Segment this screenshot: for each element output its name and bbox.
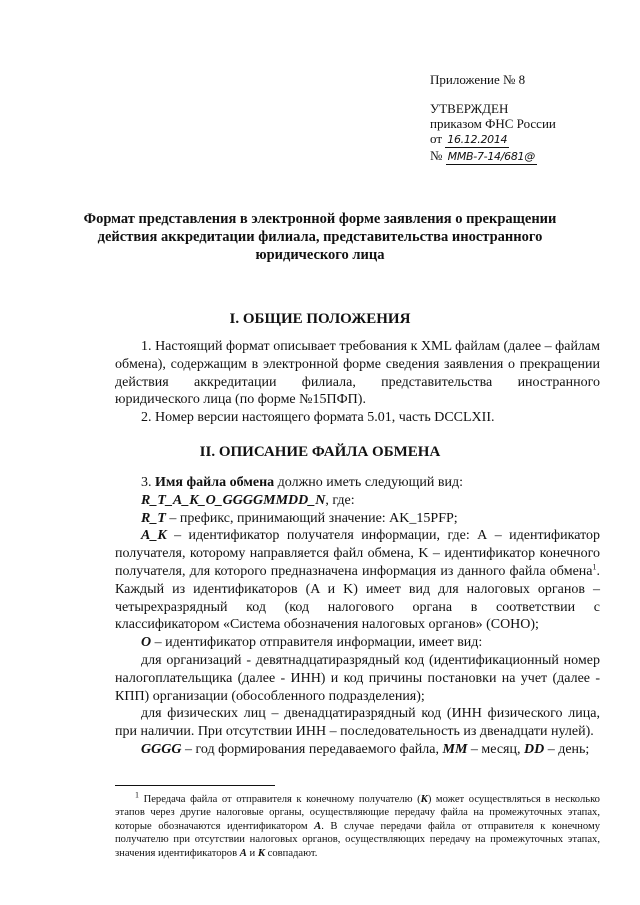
section-2-heading: II. ОПИСАНИЕ ФАЙЛА ОБМЕНА bbox=[199, 444, 441, 460]
gggg-term: GGGG bbox=[141, 741, 182, 757]
footnote-number: 1 bbox=[135, 790, 139, 800]
mm-text: – месяц, bbox=[470, 741, 521, 757]
file-name-pattern-line bbox=[115, 492, 600, 510]
rt-term: R_T bbox=[141, 510, 166, 526]
ak-term: A_K bbox=[141, 528, 167, 544]
order-date-prefix: от bbox=[430, 131, 443, 146]
footnote-k1: К bbox=[420, 794, 428, 805]
date-definition bbox=[115, 741, 600, 759]
file-name-pattern-suffix: , где: bbox=[325, 492, 355, 508]
file-name-pattern: R_T_A_K_O_GGGGMMDD_N bbox=[141, 492, 326, 508]
order-date-handwritten: 16.12.2014 bbox=[447, 133, 508, 146]
o-text: – идентификатор отправителя информации, имеет вид: bbox=[154, 635, 483, 651]
section-2-body bbox=[115, 474, 600, 759]
footnote-part-1: Передача файла от отправителя к конечному получателю ( bbox=[143, 794, 421, 805]
o-term: O bbox=[141, 635, 152, 651]
o-definition bbox=[115, 634, 600, 652]
individual-code: для физических лиц – двенадцатиразрядный код (ИНН физического лица, при наличии. При отсутствии ИНН – последовательность из двенадцати нулей). bbox=[115, 706, 600, 740]
footnote-part-4: и bbox=[249, 847, 256, 859]
footnote bbox=[115, 790, 600, 860]
order-number-handwritten: ММВ-7-14/681@ bbox=[447, 150, 535, 163]
footnote-text bbox=[115, 790, 600, 860]
order-issuer: приказом ФНС России bbox=[430, 116, 556, 131]
footnote-part-3: . В случае передачи файла от отправителя к конечному получателю при отсутствии налоговых органов, осуществляющих передачу на промежуточных этапах, значения идентификаторов bbox=[115, 820, 600, 859]
gggg-text: – год формирования передаваемого файла, bbox=[184, 741, 439, 757]
section-1-body bbox=[115, 338, 600, 427]
footnote-part-5: совпадают. bbox=[267, 847, 318, 859]
exchange-file-name-term: Имя файла обмена bbox=[155, 475, 275, 490]
paragraph-2: 2. Номер версии настоящего формата 5.01, часть DCCLXII. bbox=[141, 410, 495, 426]
dd-term: DD bbox=[523, 741, 545, 757]
organization-code: для организаций - девятнадцатиразрядный код (идентификационный номер налогоплательщика (далее - ИНН) и код причины постановки на учет (далее - КПП) организации (обособленного подразделения); bbox=[115, 652, 600, 704]
appendix-number: Приложение № 8 bbox=[430, 72, 526, 87]
order-number-line bbox=[430, 148, 620, 165]
paragraph-1: 1. Настоящий формат описывает требования к XML файлам (далее – файлам обмена), содержащим в электронной форме сведения заявления о прекращении действия аккредитации филиала, представительства иностранного юридического лица (по форме №15ПФП). bbox=[115, 339, 600, 408]
mm-term: MM bbox=[442, 741, 468, 757]
paragraph-3-text: должно иметь следующий вид: bbox=[277, 475, 464, 490]
footnote-k2: К bbox=[257, 847, 265, 859]
footnote-ref: 1 bbox=[592, 562, 597, 572]
order-date-line bbox=[430, 131, 620, 148]
approval-block bbox=[430, 72, 620, 165]
ak-definition bbox=[115, 527, 600, 634]
rt-definition bbox=[115, 510, 600, 528]
footnote-a2: А bbox=[239, 847, 247, 859]
paragraph-3-number: 3. bbox=[141, 475, 152, 490]
footnote-a1: А bbox=[314, 820, 322, 832]
rt-text: – префикс, принимающий значение: AK_15PFP; bbox=[169, 510, 458, 526]
ak-text-2: . Каждый из идентификаторов (A и K) имеет вид для налоговых органов – четырехразрядный код (код налогового органа в соответствии с классификатором «Система обозначения налоговых органов» (СОНО); bbox=[115, 563, 600, 633]
approved-label: УТВЕРЖДЕН bbox=[430, 101, 509, 116]
footnote-part-2: ) может осуществляться в несколько этапов через другие налоговые органы, осуществляющие передачу файла на промежуточных этапах, которые обозначаются идентификатором bbox=[115, 794, 600, 832]
section-1-heading: I. ОБЩИЕ ПОЛОЖЕНИЯ bbox=[229, 311, 411, 327]
order-number-prefix: № bbox=[430, 148, 443, 163]
document-title: Формат представления в электронной форме заявления о прекращении действия аккредитации филиала, представительства иностранного юридического лица bbox=[83, 211, 557, 263]
footnote-divider bbox=[115, 785, 275, 786]
paragraph-3 bbox=[115, 474, 600, 492]
dd-text: – день; bbox=[547, 741, 590, 757]
ak-text-1: – идентификатор получателя информации, где: А – идентификатор получателя, которому направляется файл обмена, K – идентификатор конечного получателя, для которого предназначена информация из данного файла обмена bbox=[115, 528, 600, 579]
